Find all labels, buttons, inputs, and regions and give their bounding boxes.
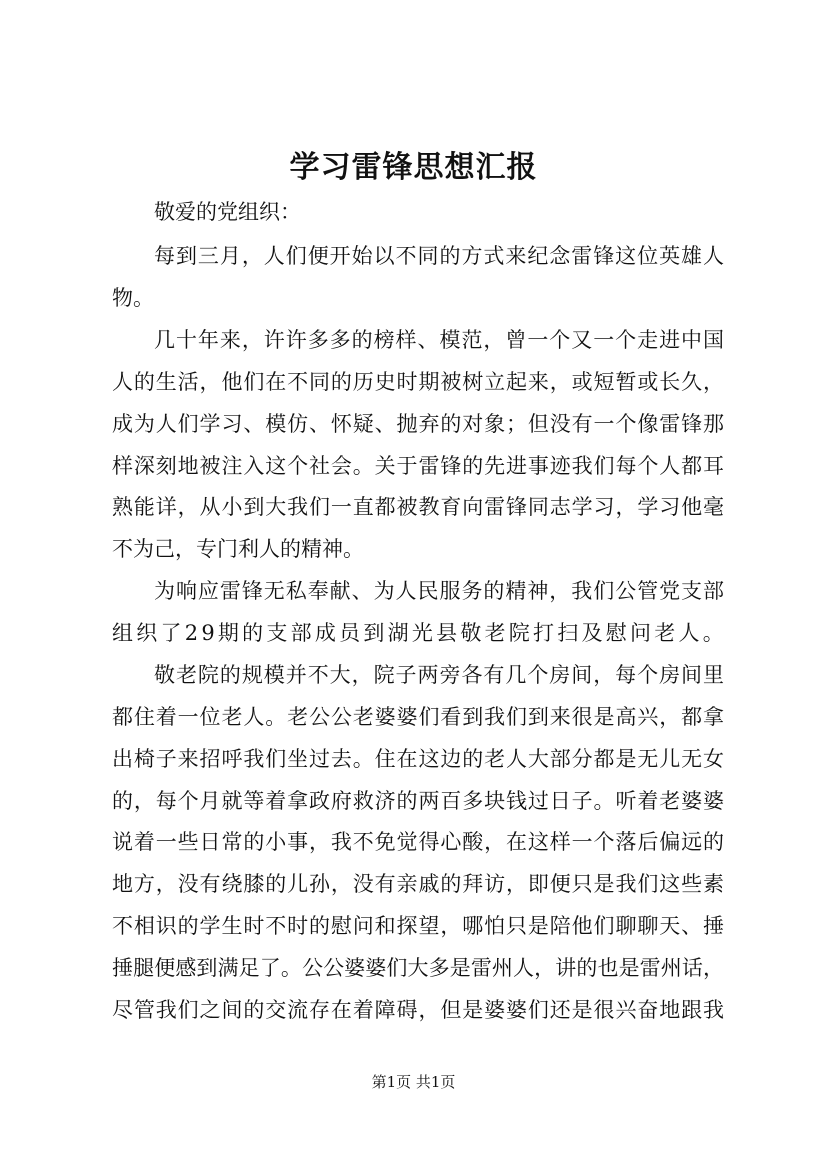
paragraph-line: 出椅子来招呼我们坐过去。住在这边的老人大部分都是无儿无女 — [112, 747, 725, 771]
paragraph-line: 敬老院的规模并不大，院子两旁各有几个房间，每个房间里 — [154, 663, 725, 687]
paragraph-line: 不相识的学生时不时的慰问和探望，哪怕只是陪他们聊聊天、捶 — [112, 914, 725, 938]
paragraph-line: 捶腿便感到满足了。公公婆婆们大多是雷州人，讲的也是雷州话， — [112, 956, 725, 980]
paragraph-line: 组织了29期的支部成员到湖光县敬老院打扫及慰问老人。 — [112, 621, 727, 645]
paragraph-line: 人的生活，他们在不同的历史时期被树立起来，或短暂或长久， — [112, 370, 725, 394]
paragraph-line: 尽管我们之间的交流存在着障碍，但是婆婆们还是很兴奋地跟我 — [112, 998, 725, 1022]
paragraph-line: 每到三月，人们便开始以不同的方式来纪念雷锋这位英雄人 — [154, 244, 725, 268]
paragraph-line: 熟能详，从小到大我们一直都被教育向雷锋同志学习，学习他毫 — [112, 495, 725, 519]
paragraph-line: 不为己，专门利人的精神。 — [112, 537, 364, 561]
paragraph-line: 样深刻地被注入这个社会。关于雷锋的先进事迹我们每个人都耳 — [112, 454, 725, 478]
paragraph-line: 成为人们学习、模仿、怀疑、抛弃的对象；但没有一个像雷锋那 — [112, 412, 725, 436]
salutation: 敬爱的党组织： — [154, 200, 301, 224]
paragraph-line: 几十年来，许许多多的榜样、模范，曾一个又一个走进中国 — [154, 328, 725, 352]
paragraph-line: 为响应雷锋无私奉献、为人民服务的精神，我们公管党支部 — [154, 579, 725, 603]
paragraph-line: 地方，没有绕膝的儿孙，没有亲戚的拜访，即便只是我们这些素 — [112, 872, 725, 896]
page-number-footer: 第1页 共1页 — [371, 1073, 456, 1091]
paragraph-line: 的，每个月就等着拿政府救济的两百多块钱过日子。听着老婆婆 — [112, 789, 725, 813]
paragraph-line: 物。 — [112, 286, 154, 310]
paragraph-line: 说着一些日常的小事，我不免觉得心酸，在这样一个落后偏远的 — [112, 830, 725, 854]
paragraph-line: 都住着一位老人。老公公老婆婆们看到我们到来很是高兴，都拿 — [112, 705, 725, 729]
page-title: 学习雷锋思想汇报 — [289, 150, 538, 185]
